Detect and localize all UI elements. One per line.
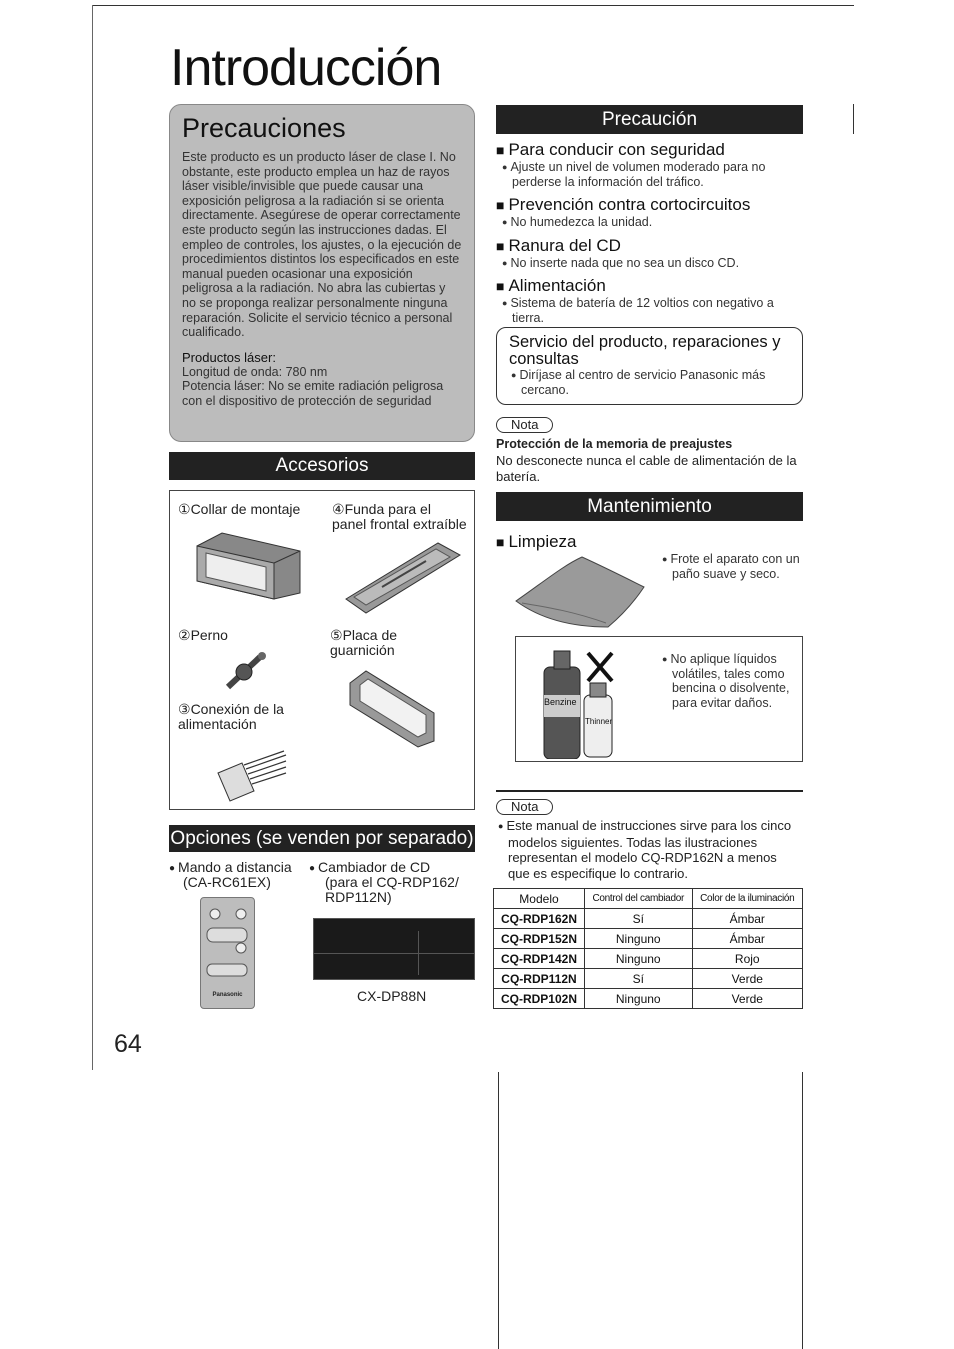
section-title-short-circuit: ■ Prevención contra cortocircuitos [496, 195, 806, 215]
nota2-text: ● Este manual de instrucciones sirve para los cinco modelos siguientes. Todas las ilustraciones representan el modelo CQ-RDP162N a menos que es especifique lo contrario. [496, 818, 802, 881]
precaucion-heading: Precaución [496, 105, 803, 134]
table-cell-model: CQ-RDP102N [494, 989, 585, 1009]
mounting-collar-illustration [192, 531, 304, 601]
remote-brand: Panasonic [212, 992, 243, 998]
trim-plate-illustration [346, 669, 438, 749]
table-cell-color: Verde [692, 969, 802, 989]
table-header-row [494, 889, 803, 909]
laser-wavelength: Longitud de onda: 780 nm [182, 364, 328, 379]
table-row [494, 949, 803, 969]
limpieza-heading: ■ Limpieza [496, 532, 577, 552]
nota1-title: Protección de la memoria de preajustes [496, 437, 733, 451]
accessory-trim-plate: ⑤Placa de guarnición [330, 627, 398, 658]
section-title-power: ■ Alimentación [496, 276, 806, 296]
table-header-model: Modelo [494, 889, 585, 909]
section-text-cd-slot: ● No inserte nada que no sea un disco CD. [496, 256, 806, 271]
table-header-illumination: Color de la iluminación [692, 889, 802, 909]
front-panel-case-illustration [342, 539, 464, 617]
nota1-block [496, 416, 802, 484]
nota2-label: Nota [496, 799, 553, 815]
table-cell-changer: Ninguno [584, 929, 692, 949]
accessory-bolt: ②Perno [178, 627, 228, 643]
option-cd-changer: ● Cambiador de CD [309, 860, 430, 876]
laser-products-heading: Productos láser: [182, 349, 276, 365]
bottle-label-benzine: Benzine [544, 697, 577, 707]
top-rule [92, 5, 854, 6]
section-text-short-circuit: ● No humedezca la unidad. [496, 215, 806, 230]
cd-changer-illustration [313, 918, 475, 980]
table-header-changer: Control del cambiador [584, 889, 692, 909]
table-cell-color: Ámbar [692, 929, 802, 949]
precauciones-box [169, 104, 475, 442]
nota2-block [496, 798, 802, 881]
table-cell-changer: Sí [584, 969, 692, 989]
table-cell-changer: Ninguno [584, 949, 692, 969]
accessory-power-connection: ③Conexión de la alimentación [178, 701, 284, 732]
table-cell-color: Verde [692, 989, 802, 1009]
table-cell-color: Ámbar [692, 909, 802, 929]
page-title: Introducción [170, 39, 442, 97]
power-connector-illustration [214, 749, 290, 805]
left-rule [92, 5, 93, 1070]
cleaning-warning-box [515, 636, 803, 762]
accesorios-heading: Accesorios [169, 452, 475, 480]
remote-control-illustration [200, 897, 255, 1009]
section-text-power: ● Sistema de batería de 12 voltios con negativo a tierra. [496, 296, 806, 325]
section-title-safe-driving: ■ Para conducir con seguridad [496, 140, 806, 160]
bolt-illustration [220, 651, 270, 693]
precaucion-sections [496, 140, 806, 325]
models-table [493, 888, 803, 1009]
table-cell-model: CQ-RDP112N [494, 969, 585, 989]
nota1-text: No desconecte nunca el cable de alimentación de la batería. [496, 453, 797, 484]
accessory-front-panel-case: ④Funda para el panel frontal extraíble [332, 501, 467, 532]
margin-mark [853, 104, 854, 134]
cloth-illustration [512, 553, 648, 631]
table-cell-changer: Ninguno [584, 989, 692, 1009]
service-box [496, 327, 803, 405]
cd-changer-caption: CX-DP88N [357, 988, 427, 1004]
table-row [494, 909, 803, 929]
accessory-mounting-collar: ①Collar de montaje [178, 501, 301, 517]
opciones-heading: Opciones (se venden por separado) [169, 825, 475, 852]
service-text: ● Diríjase al centro de servicio Panasonic más cercano. [509, 368, 790, 397]
mantenimiento-heading: Mantenimiento [496, 492, 803, 521]
precauciones-text: Este producto es un producto láser de clase I. No obstante, este producto emplea un haz de rayos láser visible/invisible que puede causar una exposición peligrosa a la radiación si se orienta directamente. Asegúrese de operar correctamente este producto según las instrucciones dadas. El empleo de controles, los ajustes, o la ejecución de procedimientos distintos los especificados en este manual pueden ocasionar una exposición peligrosa a la radiación. No abra las cubiertas y no se proponga realizar personalmente ninguna reparación. Solicite el servicio técnico a personal cualificado. [182, 150, 462, 340]
page-number: 64 [114, 1030, 142, 1058]
option-remote-control: ● Mando a distancia [169, 860, 292, 876]
table-row [494, 929, 803, 949]
crop-line-left [498, 1072, 499, 1349]
accesorios-box [169, 490, 475, 810]
volatile-liquids-warning: ● No aplique líquidos volátiles, tales como bencina o disolvente, para evitar daños. [656, 652, 812, 710]
option-cd-changer-model: (para el CQ-RDP162/ RDP112N) [325, 874, 459, 905]
laser-power: Potencia láser: No se emite radiación peligrosa con el dispositivo de protección de seguridad [182, 379, 444, 408]
section-rule [496, 790, 803, 792]
section-text-safe-driving: ● Ajuste un nivel de volumen moderado para no perderse la información del tráfico. [496, 160, 806, 189]
table-cell-changer: Sí [584, 909, 692, 929]
precauciones-heading: Precauciones [182, 113, 346, 143]
section-title-cd-slot: ■ Ranura del CD [496, 236, 806, 256]
option-remote-model: (CA-RC61EX) [183, 874, 271, 890]
service-title: Servicio del producto, reparaciones y consultas [509, 333, 781, 368]
crop-line-right [802, 1072, 803, 1349]
table-cell-model: CQ-RDP142N [494, 949, 585, 969]
clean-text: ● Frote el aparato con un paño suave y seco. [656, 552, 822, 581]
table-cell-model: CQ-RDP152N [494, 929, 585, 949]
nota1-label: Nota [496, 417, 553, 433]
table-row [494, 989, 803, 1009]
table-cell-color: Rojo [692, 949, 802, 969]
table-row [494, 969, 803, 989]
bottle-label-thinner: Thinner [585, 717, 613, 726]
table-cell-model: CQ-RDP162N [494, 909, 585, 929]
